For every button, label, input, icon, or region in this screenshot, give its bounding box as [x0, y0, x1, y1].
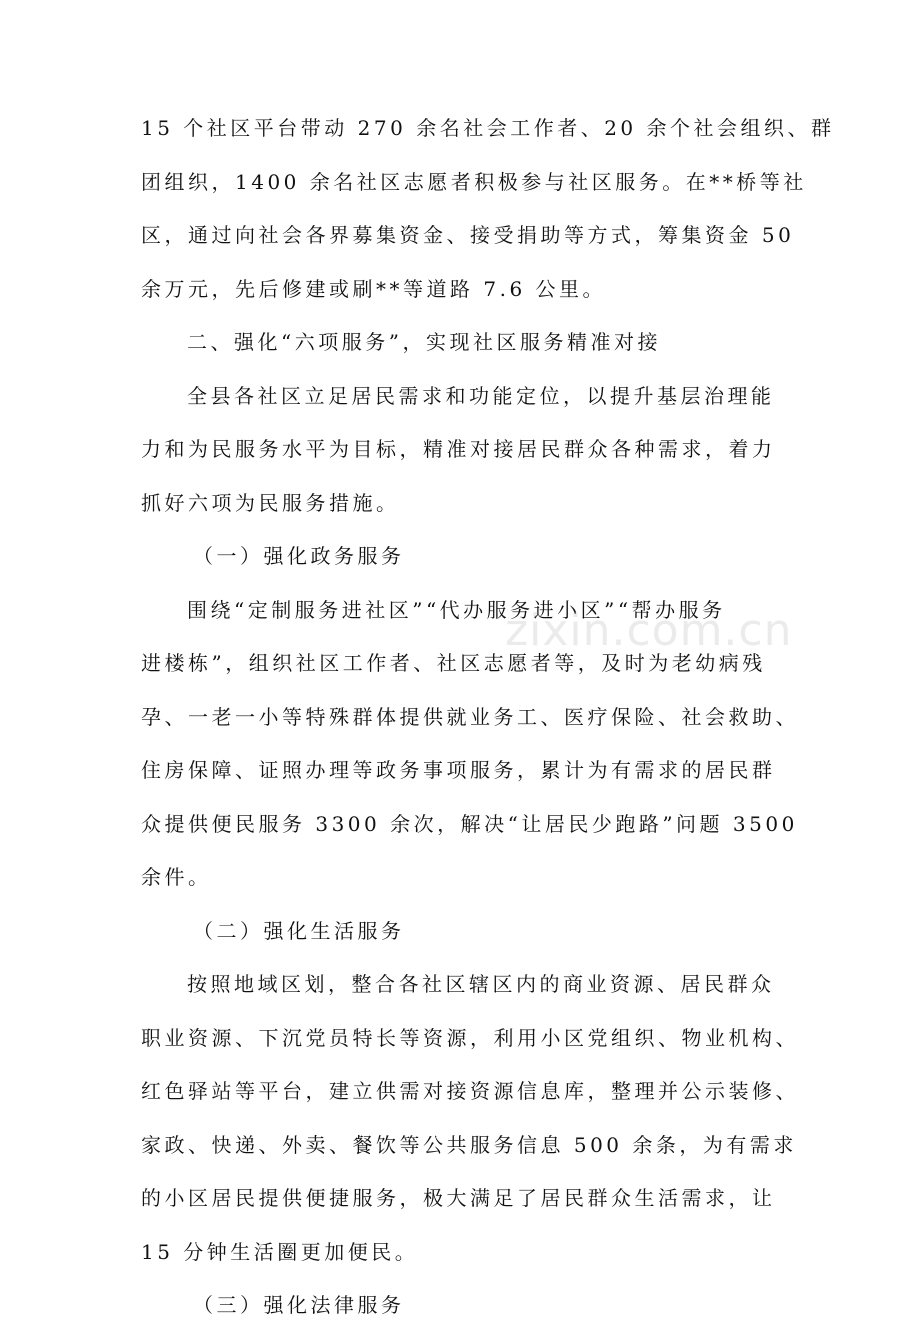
paragraph-line: 进楼栋”，组织社区工作者、社区志愿者等，及时为老幼病残	[141, 651, 766, 675]
paragraph-line: 红色驿站等平台，建立供需对接资源信息库，整理并公示装修、	[141, 1079, 799, 1103]
paragraph-line: 按照地域区划，整合各社区辖区内的商业资源、居民群众	[187, 972, 775, 996]
paragraph-line: 职业资源、下沉党员特长等资源，利用小区党组织、物业机构、	[141, 1025, 799, 1050]
paragraph-line: 15 分钟生活圈更加便民。	[141, 1239, 419, 1264]
paragraph-line: 余万元，先后修建或刷**等道路 7.6 公里。	[141, 276, 607, 301]
subsection-heading: （二）强化生活服务	[193, 918, 405, 943]
paragraph-line: 区，通过向社会各界募集资金、接受捐助等方式，筹集资金 50	[141, 223, 795, 247]
paragraph-line: 力和为民服务水平为目标，精准对接居民群众各种需求，着力	[141, 437, 776, 461]
subsection-heading: （三）强化法律服务	[193, 1293, 405, 1317]
paragraph-line: 的小区居民提供便捷服务，极大满足了居民群众生活需求，让	[141, 1186, 776, 1210]
document-body	[141, 102, 835, 1333]
paragraph-line: 孕、一老一小等特殊群体提供就业务工、医疗保险、社会救助、	[141, 704, 799, 729]
paragraph-line: 众提供便民服务 3300 余次，解决“让居民少跑路”问题 3500	[141, 811, 798, 836]
paragraph-line: 余件。	[141, 865, 212, 889]
watermark-text: zixin.com.cn	[505, 605, 793, 656]
paragraph-line: 团组织，1400 余名社区志愿者积极参与社区服务。在**桥等社	[141, 169, 807, 194]
paragraph-line: 全县各社区立足居民需求和功能定位，以提升基层治理能	[187, 383, 775, 408]
paragraph-line: 家政、快递、外卖、餐饮等公共服务信息 500 余条，为有需求	[141, 1132, 797, 1157]
paragraph-line: 围绕“定制服务进社区”“代办服务进小区”“帮办服务	[187, 597, 726, 622]
subsection-heading: （一）强化政务服务	[193, 544, 405, 568]
section-heading: 二、强化“六项服务”，实现社区服务精准对接	[187, 330, 661, 354]
paragraph-line: 住房保障、证照办理等政务事项服务，累计为有需求的居民群	[141, 758, 776, 782]
paragraph-line: 抓好六项为民服务措施。	[141, 490, 400, 515]
paragraph-line: 15 个社区平台带动 270 余名社会工作者、20 余个社会组织、群	[141, 116, 835, 140]
